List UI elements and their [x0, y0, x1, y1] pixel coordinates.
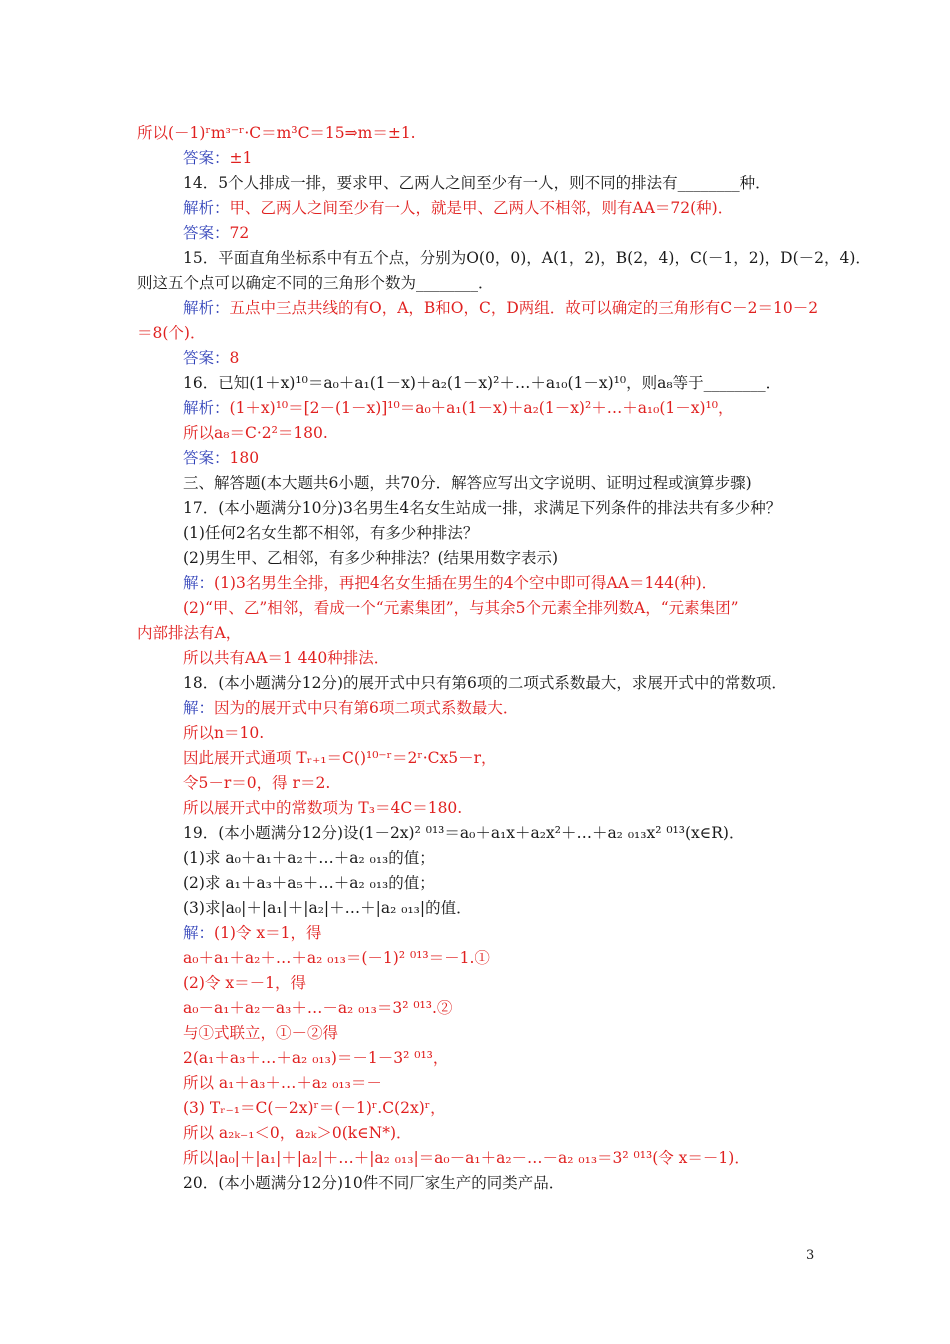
line-text: 8 — [229, 349, 240, 367]
text-line — [183, 147, 252, 169]
line-text: 17．(本小题满分10分)3名男生4名女生站成一排，求满足下列条件的排法共有多少种？ — [183, 499, 782, 517]
text-line — [183, 772, 330, 794]
line-label: 解： — [183, 699, 215, 717]
line-text: 所以展开式中的常数项为 T₃＝4C＝180. — [183, 799, 463, 817]
text-line — [183, 1047, 448, 1069]
text-line — [183, 1097, 446, 1119]
text-line — [183, 972, 306, 994]
line-text: (1＋x)¹⁰＝[2－(1－x)]¹⁰＝a₀＋a₁(1－x)＋a₂(1－x)²＋…＋a₁₀(1－x)¹⁰， — [229, 399, 734, 417]
text-line — [183, 222, 249, 244]
text-line — [183, 522, 478, 544]
line-text: (1)令 x＝1，得 — [214, 924, 322, 942]
line-text: 所以 a₁＋a₃＋…＋a₂ ₀₁₃＝－ — [183, 1074, 382, 1092]
text-line — [137, 272, 494, 294]
line-label: 解析： — [183, 299, 230, 317]
line-text: 三、解答题(本大题共6小题，共70分．解答应写出文字说明、证明过程或演算步骤) — [183, 474, 752, 492]
line-label: 解： — [183, 924, 215, 942]
line-text: 所以 a₂ₖ₋₁＜0，a₂ₖ＞0(k∈N*)． — [183, 1124, 412, 1142]
text-line — [183, 672, 787, 694]
text-line — [183, 1147, 750, 1169]
text-line — [137, 322, 205, 344]
text-line — [183, 247, 871, 269]
line-text: a₀－a₁＋a₂－a₃＋…－a₂ ₀₁₃＝3² ⁰¹³.② — [183, 999, 453, 1017]
line-text: 与①式联立，①－②得 — [183, 1024, 339, 1042]
line-text: 18．(本小题满分12分)的展开式中只有第6项的二项式系数最大，求展开式中的常数项． — [183, 674, 787, 692]
line-text: 所以|a₀|＋|a₁|＋|a₂|＋…＋|a₂ ₀₁₃|＝a₀－a₁＋a₂－…－a₂ ₀₁₃＝3² ⁰¹³(令 x＝－1)． — [183, 1149, 750, 1167]
line-text: (1)求 a₀＋a₁＋a₂＋…＋a₂ ₀₁₃的值； — [183, 849, 435, 867]
line-text: 令5－r＝0，得 r＝2. — [183, 774, 331, 792]
line-text: 内部排法有A， — [137, 624, 242, 642]
text-line — [183, 1072, 382, 1094]
text-line — [183, 947, 490, 969]
text-line — [183, 697, 518, 719]
text-line — [183, 422, 328, 444]
line-text: (2)求 a₁＋a₃＋a₅＋…＋a₂ ₀₁₃的值； — [183, 874, 435, 892]
text-line — [183, 497, 781, 519]
text-line — [183, 847, 435, 869]
line-text: ±1 — [229, 149, 253, 167]
line-text: 180 — [229, 449, 260, 467]
line-label: 答案： — [183, 449, 230, 467]
line-text: (1)3名男生全排，再把4名女生插在男生的4个空中即可得AA＝144(种)． — [214, 574, 718, 592]
text-line — [183, 597, 739, 619]
line-text: 五点中三点共线的有O，A，B和O，C，D两组．故可以确定的三角形有C－2＝10－2 — [229, 299, 819, 317]
line-text: 所以n＝10. — [183, 724, 265, 742]
text-line — [137, 122, 416, 144]
text-line — [183, 172, 771, 194]
text-line — [183, 872, 435, 894]
text-line — [183, 797, 462, 819]
text-line — [183, 1172, 564, 1194]
text-line — [183, 347, 239, 369]
line-text: 16．已知(1＋x)¹⁰＝a₀＋a₁(1－x)＋a₂(1－x)²＋…＋a₁₀(1－x)¹⁰，则a₈等于________． — [183, 374, 782, 392]
line-text: 甲、乙两人之间至少有一人，就是甲、乙两人不相邻，则有AA＝72(种)． — [229, 199, 734, 217]
line-text: 则这五个点可以确定不同的三角形个数为________． — [137, 274, 494, 292]
text-line — [183, 297, 818, 319]
text-line — [183, 1122, 412, 1144]
text-line — [183, 1022, 338, 1044]
text-line — [137, 622, 241, 644]
line-text: 72 — [229, 224, 250, 242]
text-line — [183, 922, 322, 944]
line-text: 14．5个人排成一排，要求甲、乙两人之间至少有一人，则不同的排法有________种． — [183, 174, 771, 192]
line-text: ＝8(个)． — [137, 324, 206, 342]
page-number: 3 — [806, 1248, 815, 1263]
text-line — [183, 572, 717, 594]
text-line — [183, 647, 389, 669]
line-text: a₀＋a₁＋a₂＋…＋a₂ ₀₁₃＝(－1)² ⁰¹³＝－1.① — [183, 949, 490, 967]
text-line — [183, 197, 733, 219]
text-line — [183, 397, 734, 419]
line-label: 答案： — [183, 149, 230, 167]
line-text: 20．(本小题满分12分)10件不同厂家生产的同类产品． — [183, 1174, 565, 1192]
line-label: 答案： — [183, 349, 230, 367]
line-text: (3) Tᵣ₋₁＝C(－2x)ʳ＝(－1)ʳ.C(2x)ʳ， — [183, 1099, 446, 1117]
line-text: (3)求|a₀|＋|a₁|＋|a₂|＋…＋|a₂ ₀₁₃|的值． — [183, 899, 472, 917]
text-line — [183, 822, 744, 844]
line-label: 解析： — [183, 399, 230, 417]
line-text: (2)“甲、乙”相邻，看成一个“元素集团”，与其余5个元素全排列数A，“元素集团” — [183, 599, 739, 617]
line-text: 所以a₈＝C·2²＝180. — [183, 424, 328, 442]
text-line — [183, 372, 781, 394]
line-text: 所以共有AA＝1 440种排法． — [183, 649, 390, 667]
line-text: 19．(本小题满分12分)设(1－2x)² ⁰¹³＝a₀＋a₁x＋a₂x²＋…＋a₂ ₀₁₃x² ⁰¹³(x∈R)． — [183, 824, 745, 842]
text-line — [183, 997, 452, 1019]
line-text: 15．平面直角坐标系中有五个点，分别为O(0，0)，A(1，2)，B(2，4)，C(－1，2)，D(－2，4)． — [183, 249, 871, 267]
line-text: (1)任何2名女生都不相邻，有多少种排法？ — [183, 524, 479, 542]
text-line — [183, 747, 497, 769]
line-text: 因为的展开式中只有第6项二项式系数最大． — [214, 699, 519, 717]
line-text: (2)令 x＝－1，得 — [183, 974, 306, 992]
line-label: 答案： — [183, 224, 230, 242]
line-label: 解析： — [183, 199, 230, 217]
line-label: 解： — [183, 574, 215, 592]
text-line — [183, 897, 472, 919]
text-line — [183, 472, 752, 494]
text-line — [183, 447, 259, 469]
line-text: (2)男生甲、乙相邻，有多少种排法？(结果用数字表示) — [183, 549, 559, 567]
line-text: 所以(－1)ʳmᶟ⁻ʳ·C＝m³C＝15⇒m＝±1. — [137, 124, 416, 142]
line-text: 2(a₁＋a₃＋…＋a₂ ₀₁₃)＝－1－3² ⁰¹³， — [183, 1049, 449, 1067]
text-line — [183, 722, 264, 744]
text-line — [183, 547, 558, 569]
line-text: 因此展开式通项 Tᵣ₊₁＝C()¹⁰⁻ʳ＝2ʳ·Cx5－r， — [183, 749, 497, 767]
